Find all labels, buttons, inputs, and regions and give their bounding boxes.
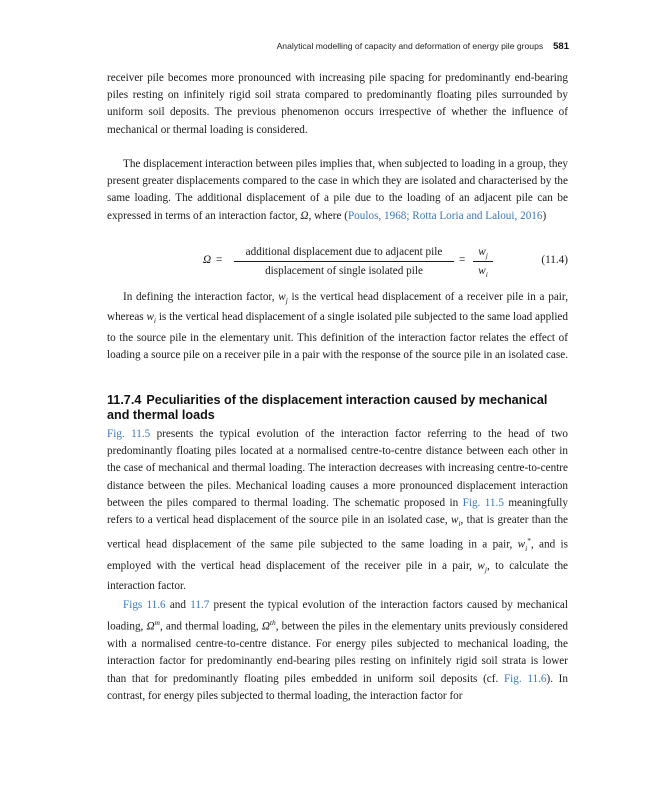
paragraph-2: The displacement interaction between piles implies that, when subjected to loading in a group, they present greater displacements compared to the case in which they are isolated and characterised by the same loading. The additional displacement of a pile due to the loading of an adjacent pile can be expressed in terms of an interaction factor, Ω, where (Poulos, 1968; Rotta Loria and Laloui, 2016) [107, 158, 568, 222]
citation-link[interactable]: Poulos, 1968; Rotta Loria and Laloui, 2016 [347, 209, 543, 222]
ratio-denominator: $w_i$ [478, 265, 488, 280]
equation-ratio [473, 245, 493, 282]
fraction-numerator: additional displacement due to adjacent pile [245, 246, 443, 258]
paragraph-1: receiver pile becomes more pronounced with increasing pile spacing for predominantly end-bearing piles resting on infinitely rigid soil strata compared to predominantly floating piles surrounded by uniform soil deposits. The previous phenomenon occurs irrespective of whether the influence of mechanical or thermal loading is considered. [107, 72, 568, 136]
equation-lhs: Ω [203, 254, 212, 266]
ratio-bar [473, 261, 493, 262]
figure-link[interactable]: 11.7 [190, 599, 210, 611]
fraction-denominator: displacement of single isolated pile [265, 265, 423, 277]
figure-link[interactable]: Figs 11.6 [123, 599, 166, 611]
paragraph-3: In defining the interaction factor, $w_j$ is the vertical head displacement of a receiver pile in a pair, whereas $w_i$ is the vertical head displacement of a single isolated pile subjected to the same load applied to the source pile in the elementary unit. This definition of the interaction factor relates the effect of loading a source pile on a receiver pile in a pair with the response of the source pile in an isolated case. [107, 291, 569, 362]
paragraph-5: Figs 11.6 and 11.7 present the typical evolution of the interaction factors caused by mechanical loading, $\Omega^m$, and thermal loading, $\Omega^{th}$, between the piles in the elementary units previously considered with a normalised centre-to-centre distance. For energy piles subjected to mechanical loading, the interaction factor for predominantly end-bearing piles resting on infinitely rigid soil strata is lower than that for predominantly floating piles embedded in uniform soil deposits (cf. Fig. 11.6). In contrast, for energy piles subjected to thermal loading, the interaction factor for [107, 599, 568, 702]
page-number: 581 [553, 41, 569, 52]
equation-number: (11.4) [541, 254, 568, 266]
figure-link[interactable]: Fig. 11.6 [503, 672, 547, 685]
equation-fraction [234, 245, 454, 278]
section-heading [107, 393, 568, 423]
equation-equals-2: = [459, 254, 466, 266]
omega-symbol: Ω [300, 209, 309, 222]
section-title: Peculiarities of the displacement interaction caused by mechanical and thermal loads [107, 393, 548, 422]
fraction-bar [234, 261, 454, 262]
figure-link[interactable]: Fig. 11.5 [462, 496, 504, 509]
ratio-numerator: $w_j$ [478, 246, 488, 261]
equation-11-4 [107, 245, 568, 279]
running-title: Analytical modelling of capacity and deformation of energy pile groups [276, 41, 544, 51]
figure-link[interactable]: Fig. 11.5 [107, 428, 151, 440]
equation-equals: = [216, 254, 223, 266]
section-number: 11.7.4 [107, 393, 142, 407]
running-header [108, 41, 569, 52]
paragraph-4: Fig. 11.5 presents the typical evolution of the interaction factor referring to the head of two predominantly floating piles located at a normalised centre-to-centre distance between each other in the case of mechanical and thermal loading. The interaction decreases with increasing centre-to-centre distance between the piles. Mechanical loading causes a more pronounced displacement interaction between the piles compared to thermal loading. The schematic proposed in Fig. 11.5 meaningfully refers to a vertical head displacement of the source pile in an isolated case, $w_i$, that is greater than the vertical head displacement of the same pile subjected to the same loading in a pair, $w_i^*$, and is employed with the vertical head displacement of the receiver pile in a pair, $w_j$, to calculate the interaction factor. [107, 428, 569, 593]
